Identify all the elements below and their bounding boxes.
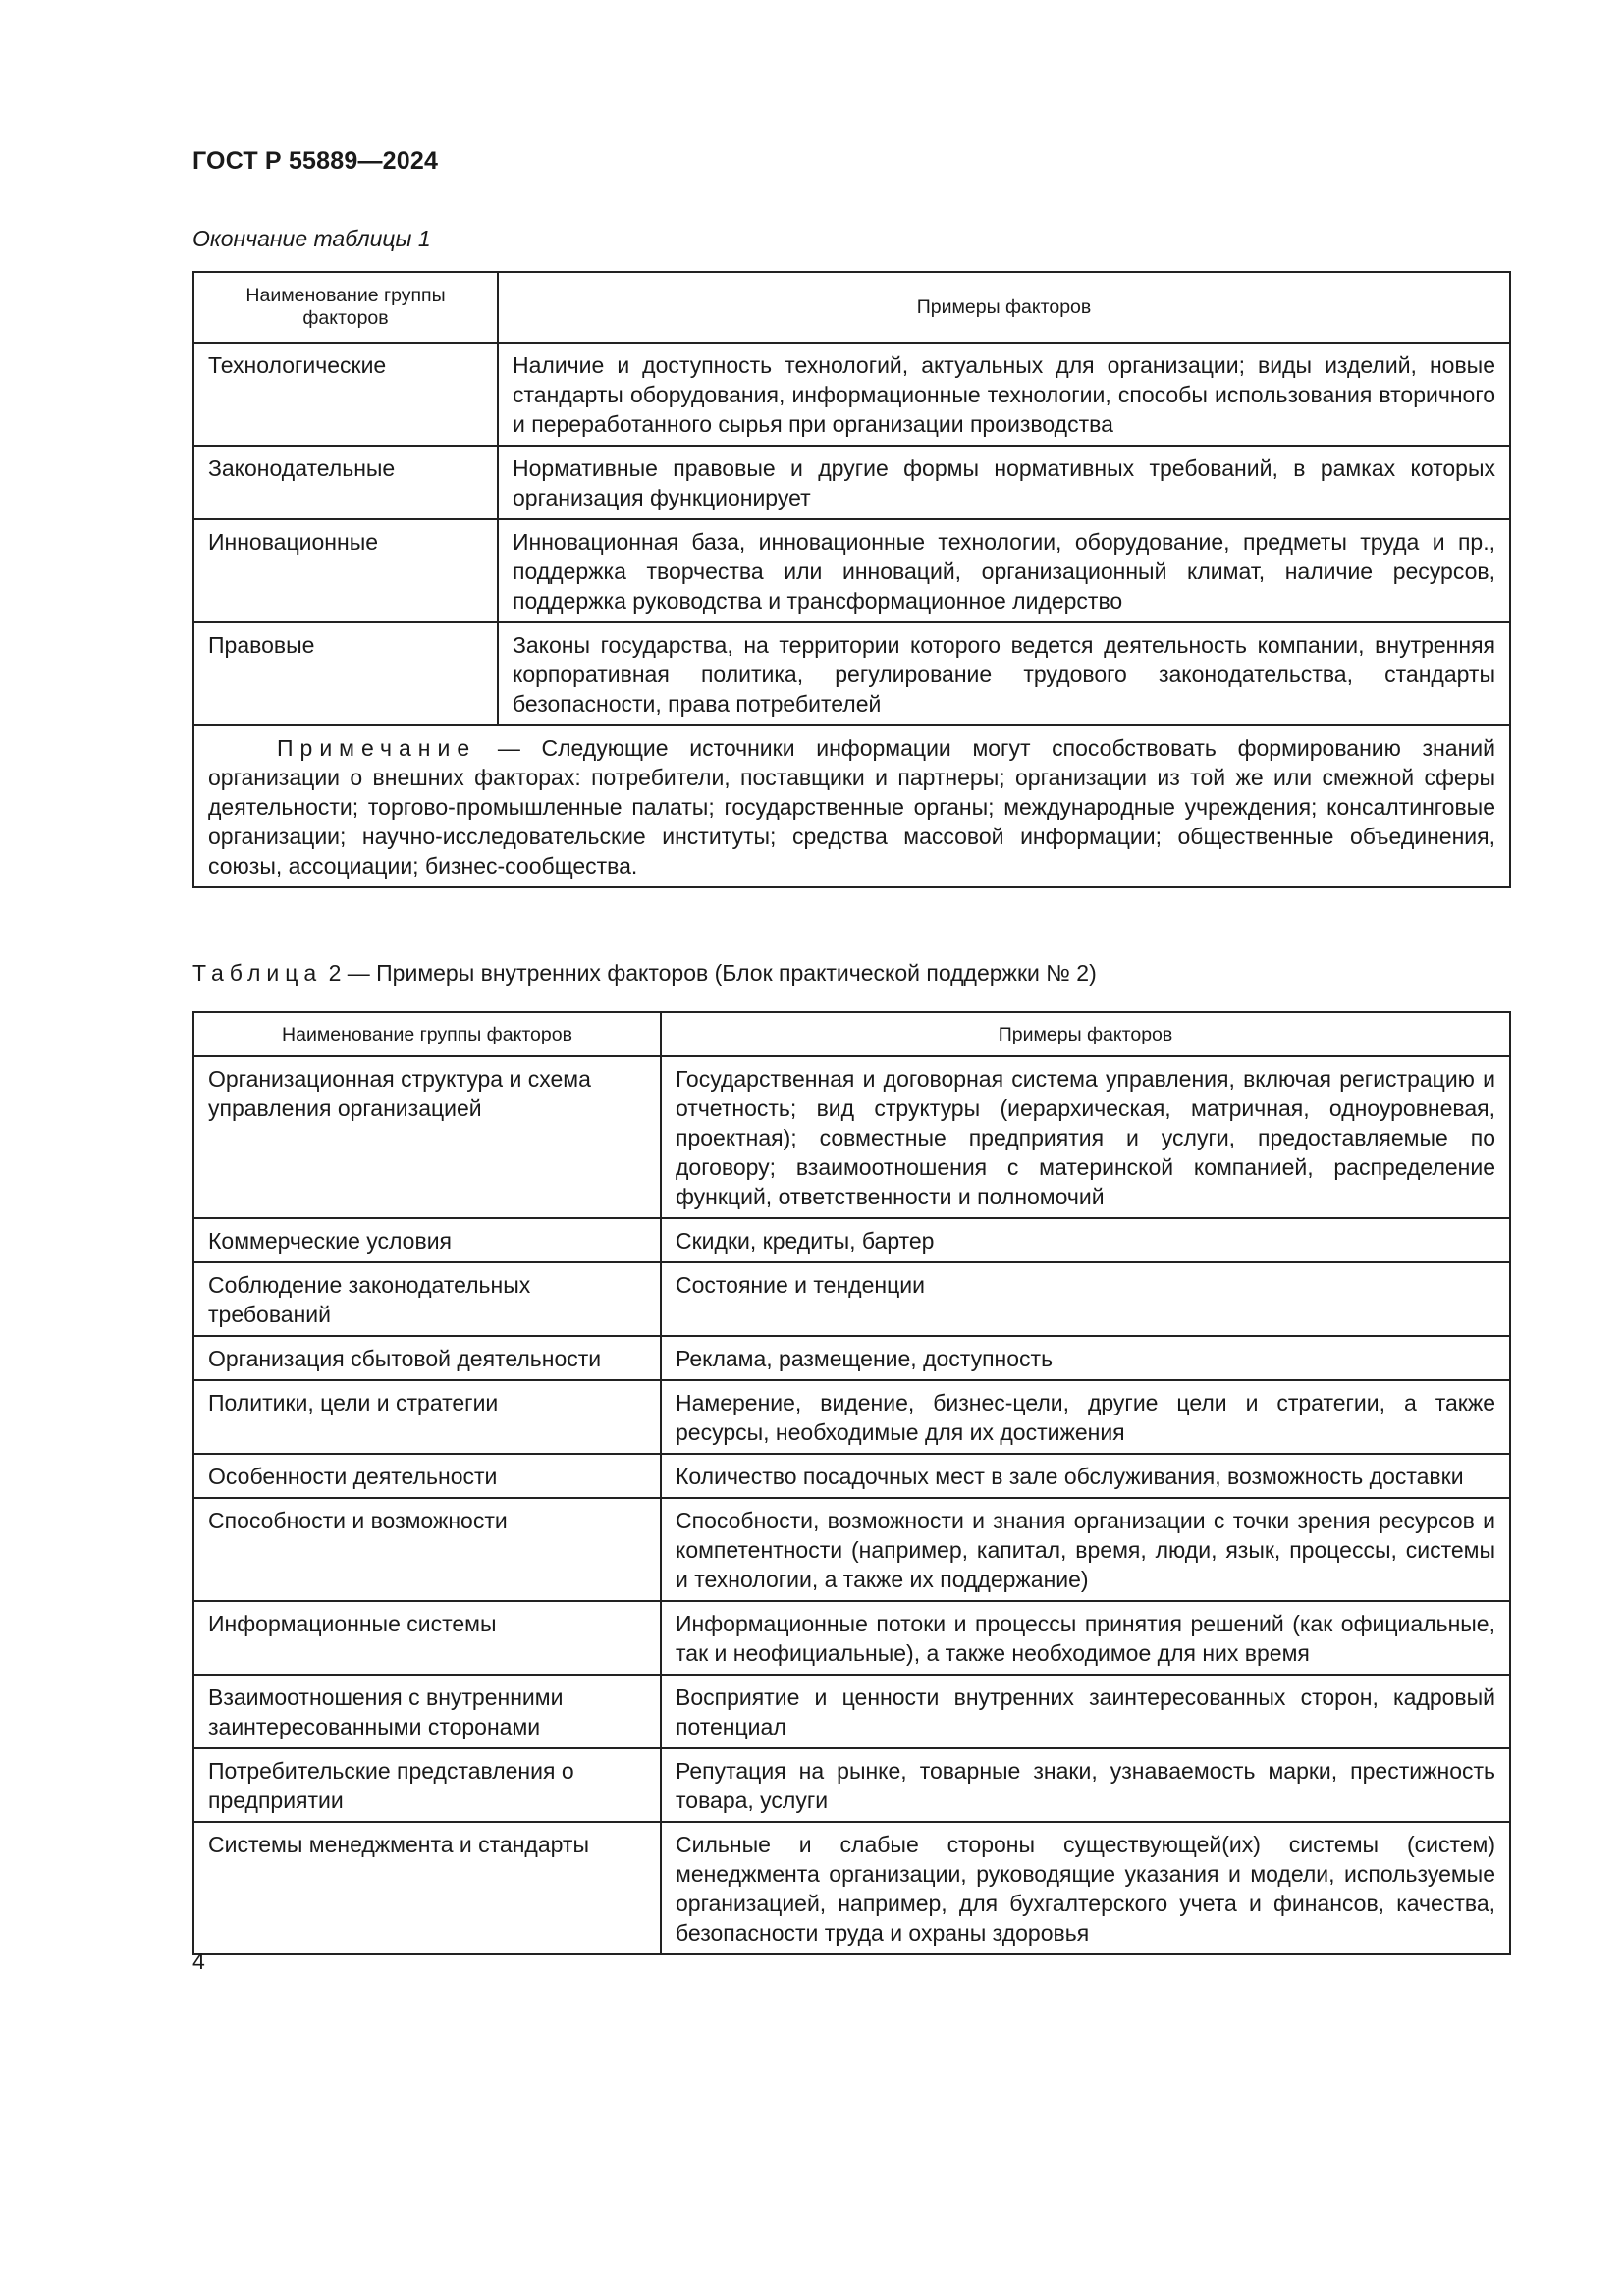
table-row — [193, 1380, 1510, 1454]
factor-examples: Скидки, кредиты, бартер — [661, 1218, 1510, 1262]
factor-examples: Способности, возможности и знания организации с точки зрения ресурсов и компетентности (например, капитал, время, люди, язык, процессы, системы и технологии, а также их поддержание) — [661, 1498, 1510, 1601]
table1-caption: Окончание таблицы 1 — [192, 226, 431, 251]
factor-examples: Наличие и доступность технологий, актуальных для организации; виды изделий, новые стандарты оборудования, информационные технологии, способы использования вторичного и переработанного сырья при организации производства — [498, 343, 1510, 446]
table-row — [193, 1218, 1510, 1262]
factor-examples: Состояние и тенденции — [661, 1262, 1510, 1336]
table-row — [193, 622, 1510, 725]
factor-group: Организация сбытовой деятельности — [193, 1336, 661, 1380]
document-header: ГОСТ Р 55889—2024 — [192, 147, 439, 175]
factor-examples: Количество посадочных мест в зале обслуживания, возможность доставки — [661, 1454, 1510, 1498]
table2 — [192, 1011, 1511, 1955]
factor-examples: Государственная и договорная система управления, включая регистрацию и отчетность; вид структуры (иерархическая, матричная, одноуровневая, проектная); совместные предприятия и услуги, предоставляемые по договору; взаимоотношения с материнской компанией, распределение функций, ответственности и полномочий — [661, 1056, 1510, 1218]
factor-group: Законодательные — [193, 446, 498, 519]
table-header-row — [193, 1012, 1510, 1056]
column-header-group: Наименование группы факторов — [193, 272, 498, 343]
table2-caption-label: Таблица — [192, 960, 323, 986]
table-row — [193, 1454, 1510, 1498]
factor-examples: Восприятие и ценности внутренних заинтересованных сторон, кадровый потенциал — [661, 1675, 1510, 1748]
factor-group: Политики, цели и стратегии — [193, 1380, 661, 1454]
factor-examples: Намерение, видение, бизнес-цели, другие цели и стратегии, а также ресурсы, необходимые для их достижения — [661, 1380, 1510, 1454]
factor-group: Потребительские представления о предприятии — [193, 1748, 661, 1822]
column-header-group: Наименование группы факторов — [193, 1012, 661, 1056]
table-row — [193, 1336, 1510, 1380]
factor-group: Правовые — [193, 622, 498, 725]
factor-examples: Законы государства, на территории которого ведется деятельность компании, внутренняя корпоративная политика, регулирование трудового законодательства, стандарты безопасности, права потребителей — [498, 622, 1510, 725]
table-row — [193, 1498, 1510, 1601]
factor-group: Технологические — [193, 343, 498, 446]
table2-caption-text: 2 — Примеры внутренних факторов (Блок практической поддержки № 2) — [328, 960, 1097, 986]
table-row — [193, 1822, 1510, 1954]
table1 — [192, 271, 1511, 888]
factor-group: Организационная структура и схема управления организацией — [193, 1056, 661, 1218]
table-row — [193, 446, 1510, 519]
table-row — [193, 1262, 1510, 1336]
table-row — [193, 1675, 1510, 1748]
table-row — [193, 519, 1510, 622]
note-row — [193, 725, 1510, 887]
factor-group: Информационные системы — [193, 1601, 661, 1675]
page-number: 4 — [192, 1949, 205, 1974]
factor-examples: Сильные и слабые стороны существующей(их) системы (систем) менеджмента организации, руководящие указания и модели, используемые организацией, например, для бухгалтерского учета и финансов, качества, безопасности труда и охраны здоровья — [661, 1822, 1510, 1954]
column-header-examples: Примеры факторов — [498, 272, 1510, 343]
factor-group: Инновационные — [193, 519, 498, 622]
factor-group: Системы менеджмента и стандарты — [193, 1822, 661, 1954]
note-label: Примечание — [277, 735, 477, 761]
factor-examples: Репутация на рынке, товарные знаки, узнаваемость марки, престижность товара, услуги — [661, 1748, 1510, 1822]
column-header-examples: Примеры факторов — [661, 1012, 1510, 1056]
table-row — [193, 1748, 1510, 1822]
factor-group: Коммерческие условия — [193, 1218, 661, 1262]
factor-examples: Нормативные правовые и другие формы нормативных требований, в рамках которых организация функционирует — [498, 446, 1510, 519]
factor-examples: Информационные потоки и процессы принятия решений (как официальные, так и неофициальные), а также необходимое для них время — [661, 1601, 1510, 1675]
factor-group: Способности и возможности — [193, 1498, 661, 1601]
table1-note — [193, 725, 1510, 887]
note-text: — Следующие источники информации могут способствовать формированию знаний организации о внешних факторах: потребители, поставщики и партнеры; организации из той же или смежной сферы деятельности; торгово-промышленные палаты; государственные органы; международные учреждения; консалтинговые организации; научно-исследовательские институты; средства массовой информации; общественные объединения, союзы, ассоциации; бизнес-сообщества. — [208, 735, 1495, 879]
factor-examples: Реклама, размещение, доступность — [661, 1336, 1510, 1380]
factor-group: Взаимоотношения с внутренними заинтересованными сторонами — [193, 1675, 661, 1748]
factor-examples: Инновационная база, инновационные технологии, оборудование, предметы труда и пр., поддержка творчества или инноваций, организационный климат, наличие ресурсов, поддержка руководства и трансформационное лидерство — [498, 519, 1510, 622]
table-header-row — [193, 272, 1510, 343]
table-row — [193, 1601, 1510, 1675]
factor-group: Соблюдение законодательных требований — [193, 1262, 661, 1336]
factor-group: Особенности деятельности — [193, 1454, 661, 1498]
table2-caption — [192, 960, 1097, 987]
table-row — [193, 1056, 1510, 1218]
table-row — [193, 343, 1510, 446]
